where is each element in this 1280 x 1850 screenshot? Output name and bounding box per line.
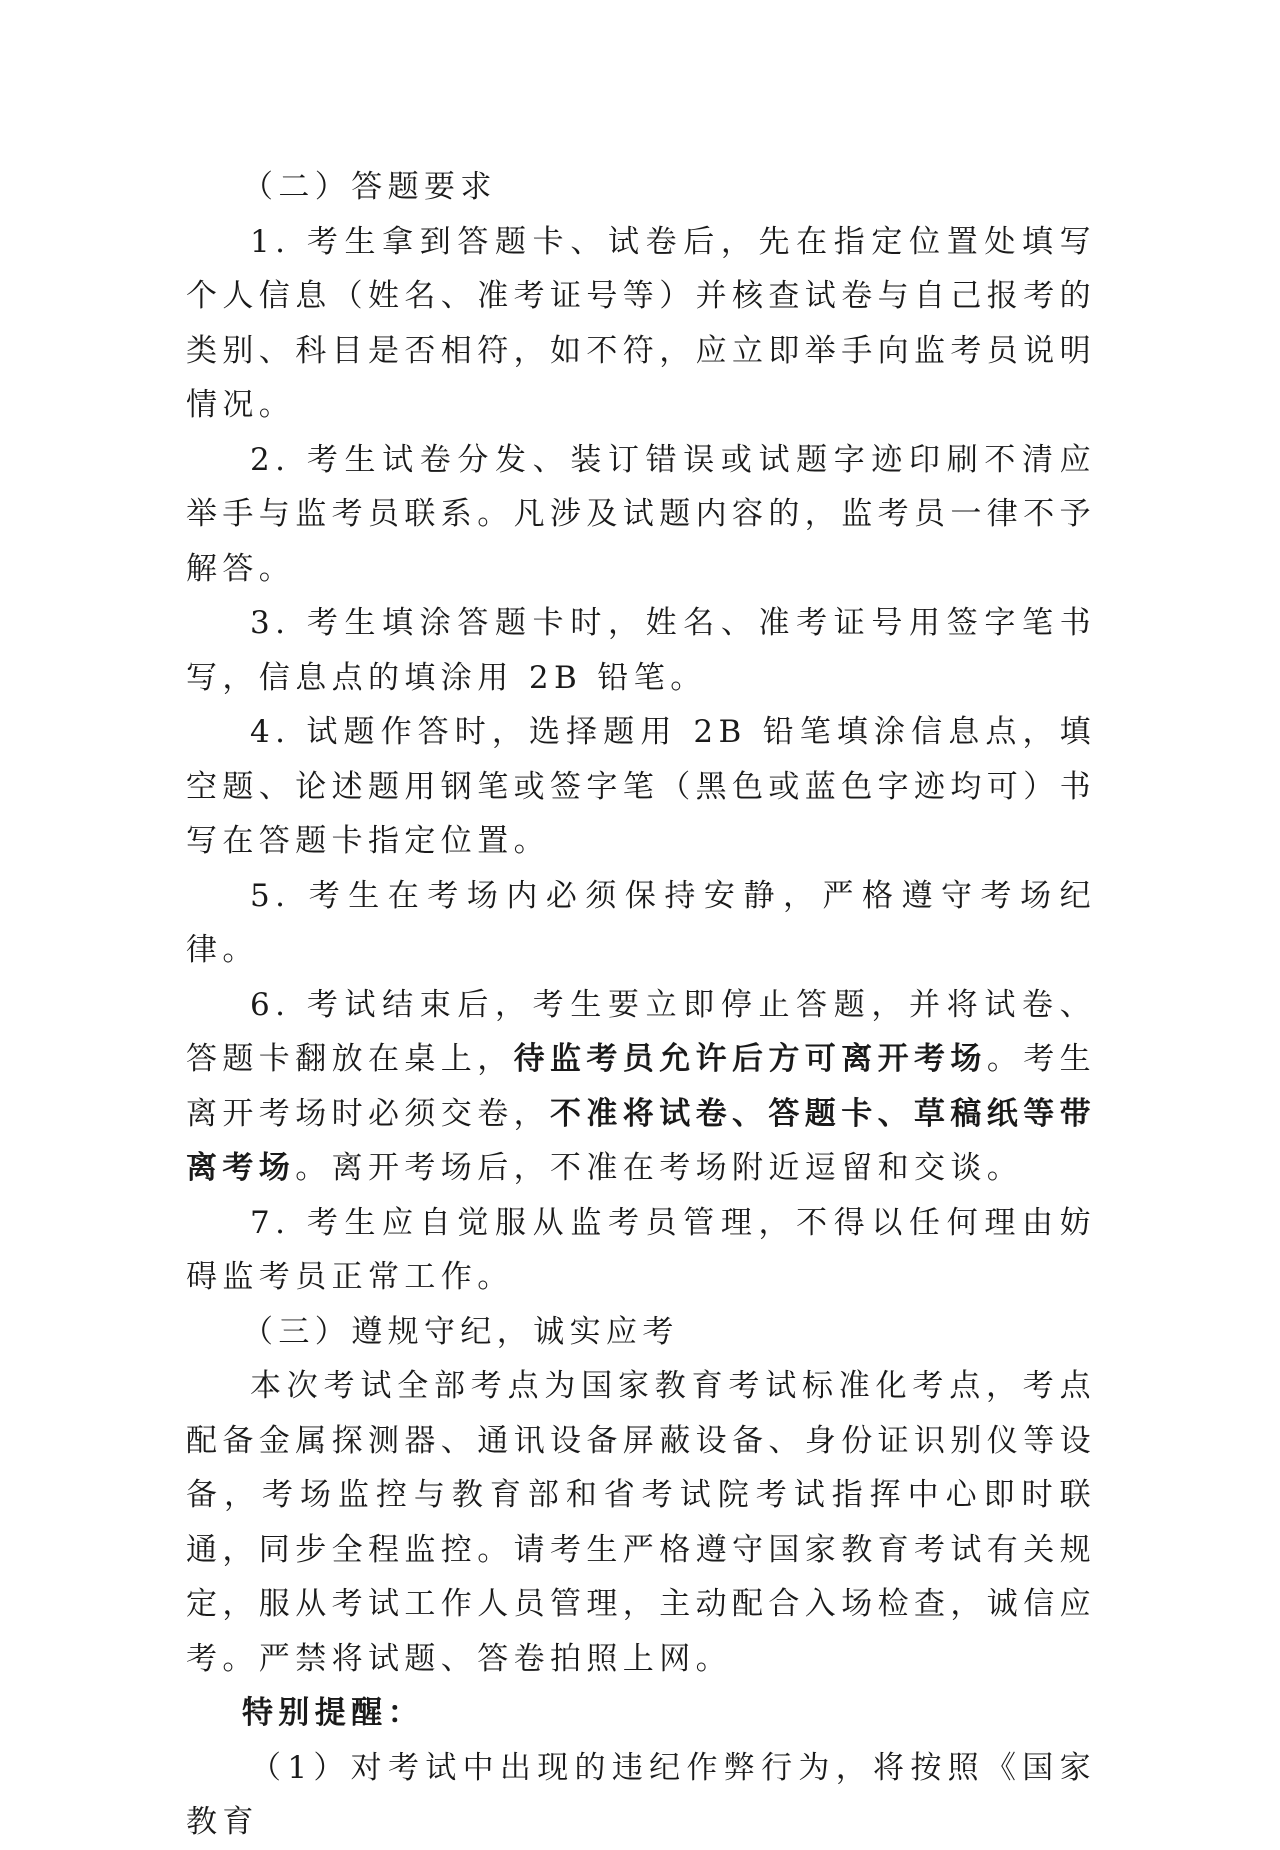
- requirement-item-6-part-3: 。离开考场后，不准在考场附近逗留和交谈。: [295, 1150, 1024, 1186]
- requirement-item-5: 5. 考生在考场内必须保持安静，严格遵守考场纪律。: [186, 877, 1096, 968]
- requirement-item-6: [186, 978, 1096, 1196]
- special-reminder-item-1: （1）对考试中出现的违纪作弊行为，将按照《国家教育: [186, 1749, 1096, 1840]
- requirement-item-6-part-1: 6. 考试结束后，考生要立即停止答题，并将试卷、答题卡翻放在桌上，: [186, 986, 1096, 1077]
- requirement-item-6-emphasis-1: 待监考员允许后方可离开考场: [513, 1041, 987, 1077]
- requirement-item-1: 1. 考生拿到答题卡、试卷后，先在指定位置处填写个人信息（姓名、准考证号等）并核查试卷与自己报考的类别、科目是否相符，如不符，应立即举手向监考员说明情况。: [186, 223, 1096, 423]
- requirement-item-6-emphasis-2: 不准将试卷、答题卡、草稿纸等带离考场: [186, 1095, 1096, 1186]
- requirement-item-7: 7. 考生应自觉服从监考员管理，不得以任何理由妨碍监考员正常工作。: [186, 1204, 1096, 1295]
- requirement-item-4: 4. 试题作答时，选择题用 2B 铅笔填涂信息点，填空题、论述题用钢笔或签字笔（黑色或蓝色字迹均可）书写在答题卡指定位置。: [186, 714, 1096, 859]
- requirement-item-6-part-2: 。考生离开考场时必须交卷，: [186, 1041, 1097, 1132]
- section-heading-integrity: （三）遵规守纪，诚实应考: [242, 1313, 679, 1350]
- document-body: [186, 160, 1096, 1850]
- section-heading-answer-requirements: （二）答题要求: [242, 169, 497, 205]
- integrity-paragraph: 本次考试全部考点为国家教育考试标准化考点，考点配备金属探测器、通讯设备屏蔽设备、身份证识别仪等设备，考场监控与教育部和省考试院考试指挥中心即时联通，同步全程监控。请考生严格遵守国家教育考试有关规定，服从考试工作人员管理，主动配合入场检查，诚信应考。严禁将试题、答卷拍照上网。: [186, 1368, 1096, 1677]
- special-reminder-heading: 特别提醒：: [242, 1695, 424, 1731]
- requirement-item-3: 3. 考生填涂答题卡时，姓名、准考证号用签字笔书写，信息点的填涂用 2B 铅笔。: [186, 605, 1096, 696]
- requirement-item-2: 2. 考生试卷分发、装订错误或试题字迹印刷不清应举手与监考员联系。凡涉及试题内容的，监考员一律不予解答。: [186, 441, 1096, 587]
